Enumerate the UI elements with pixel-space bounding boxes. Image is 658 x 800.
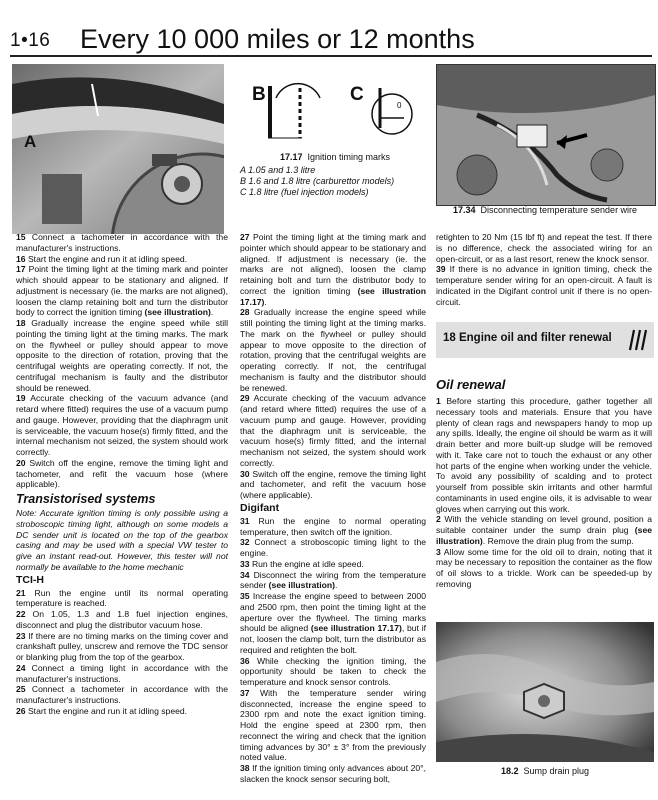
para-32: 32 Connect a stroboscopic timing light to the engine. xyxy=(240,537,426,558)
engine-flywheel-image xyxy=(12,64,224,234)
para-21: 21 Run the engine until its normal operating temperature is reached. xyxy=(16,587,228,609)
figure-17-34-caption: 17.34 Disconnecting temperature sender wire xyxy=(452,205,638,215)
para-28: 28 Gradually increase the engine speed while still pointing the timing light at the timing marks. The mark on the flywheel or pulley should appear to move opposite to the direction of rotation, proving that the centrifugal weights are operating correctly. If not, the centrifugal mechanism is faulty and the distributor should be renewed. xyxy=(240,307,426,393)
para-22: 22 On 1.05, 1.3 and 1.8 fuel injection engines, disconnect and plug the distributor vacuum hose. xyxy=(16,609,228,630)
para-27: 27 Point the timing light at the timing mark and pointer which should appear to be stationary and aligned. If adjustment is necessary (ie. the marks are not aligned), loosen the clamp retaining bolt and turn the distributor body to correct the ignition timing (see illustration 17.17). xyxy=(240,232,427,307)
para-2: 2 With the vehicle standing on level ground, position a suitable container under the sump drain plug (see illustration). Remove the drain plug from the sump. xyxy=(436,514,652,546)
para-25: 25 Connect a tachometer in accordance with the manufacturer's instructions. xyxy=(16,684,228,705)
timing-mark-photo xyxy=(12,64,224,234)
heading-oil-renewal: Oil renewal xyxy=(436,377,506,392)
sump-drain-photo xyxy=(436,622,654,762)
figure-label-a: A xyxy=(24,132,37,151)
para-36: 36 While checking the ignition timing, the opportunity should be taken to check the temperature and knock sensor controls. xyxy=(240,655,426,687)
figure-label-c-zero: 0 xyxy=(397,101,402,110)
para-30: 30 Switch off the engine, remove the timing light and tachometer, and refit the vacuum hose (where applicable). xyxy=(240,468,426,500)
para-29: 29 Accurate checking of the vacuum advance (and retard where fitted) requires the use of a vacuum pump and gauge. However, providing that the diaphragm unit is serviceable, the vacuum hose(s) firmly fitted, and the internal mechanism not seized, the system should work correctly. xyxy=(240,393,426,468)
figure-18-2-caption: 18.2 Sump drain plug xyxy=(500,766,590,776)
para-15: 15 Connect a tachometer in accordance with the manufacturer's instructions. xyxy=(16,232,228,253)
para-26: 26 Start the engine and run it at idling speed. xyxy=(16,705,188,716)
heading-digifant: Digifant xyxy=(240,501,280,514)
para-38-continued: retighten to 20 Nm (15 lbf ft) and repeat the test. If there is no difference, check the associated wiring for an open-circuit, or as a last resort, renew the knock sensor. xyxy=(436,232,652,264)
column-3-top xyxy=(436,232,652,307)
column-1 xyxy=(16,232,228,717)
difficulty-rating-icon xyxy=(626,326,650,354)
caption-item-c: C 1.8 litre (fuel injection models) xyxy=(240,187,369,197)
drain-plug-image xyxy=(436,622,654,762)
para-3: 3 Allow some time for the old oil to drain, noting that it may be necessary to reposition the container as the flow of oil slows to a trickle. Work can be speeded-up by removing xyxy=(436,546,652,589)
para-33: 33 Run the engine at idle speed. xyxy=(240,558,364,569)
heading-transistorised: Transistorised systems xyxy=(16,492,156,506)
para-34: 34 Disconnect the wiring from the temperature sender (see illustration). xyxy=(240,569,426,591)
caption-title: 17.17 Ignition timing marks xyxy=(279,152,391,162)
para-31: 31 Run the engine to normal operating temperature, then switch off the ignition. xyxy=(240,515,426,537)
timing-diagram-bc xyxy=(240,68,426,148)
caption-item-b: B 1.6 and 1.8 litre (carburettor models) xyxy=(240,176,395,186)
caption-item-a: A 1.05 and 1.3 litre xyxy=(240,165,316,175)
para-35: 35 Increase the engine speed to between 2000 and 2500 rpm, then point the timing light at the aperture over the flywheel. The timing marks should be aligned (see illustration 17.17), but if not, loosen the clamp bolt, turn the distributor as required and retighten the bolt. xyxy=(240,591,426,655)
figure-label-c: C xyxy=(350,84,364,105)
page-number: 1•16 xyxy=(10,30,51,51)
figure-17-17-caption xyxy=(240,152,430,198)
column-2 xyxy=(240,232,426,785)
para-19: 19 Accurate checking of the vacuum advance (and retard where fitted) requires the use of a vacuum pump and gauge. However, providing that the diaphragm unit is serviceable, the vacuum hose(s) firmly fitted, and the internal mechanism not seized, the system should work correctly. xyxy=(16,393,228,457)
para-18: 18 Gradually increase the engine speed while still pointing the timing light at the timing marks. The mark on the flywheel or pulley should appear to move opposite to the direction of rotation, proving that the centrifugal weights are operating correctly. If not, the centrifugal mechanism is faulty and the distributor should be renewed. xyxy=(16,318,228,393)
figure-label-b: B xyxy=(252,84,266,105)
page-title: Every 10 000 miles or 12 months xyxy=(80,24,475,54)
para-16: 16 Start the engine and run it at idling speed. xyxy=(16,253,188,264)
para-1: 1 Before starting this procedure, gather together all necessary tools and materials. Ensure that you have plenty of clean rags and newspapers handy to mop up any spills. Ideally, the engine oil should be warm as it will drain better and more built-up sludge will be removed with it. Take care not to touch the exhaust or any other hot parts of the engine when working under the vehicle. To avoid any possibility of scalding and to protect yourself from possible skin irritants and other harmful contaminants in used engine oils, it is advisable to wear gloves when carrying out this work. xyxy=(436,396,652,514)
column-3-body xyxy=(436,396,652,590)
section-header-title: 18 Engine oil and filter renewal xyxy=(443,332,612,344)
temperature-sender-photo xyxy=(436,64,656,206)
para-23: 23 If there are no timing marks on the timing cover and crankshaft pulley, unscrew and remove the TDC sensor or blanking plug from the top of the gearbox. xyxy=(16,630,228,662)
header-rule xyxy=(10,55,652,57)
para-39: 39 If there is no advance in ignition timing, check the temperature sender wiring for an open-circuit. A fault is indicated in the Digifant control unit if there is no open-circuit. xyxy=(436,264,652,307)
para-37: 37 With the temperature sender wiring disconnected, increase the engine speed to 2300 rpm and note the exact ignition timing. Hold the engine speed at 2300 rpm, then reconnect the wiring and check that the ignition timing advances by 30° ± 3° from the previously noted value. xyxy=(240,687,426,763)
para-24: 24 Connect a timing light in accordance with the manufacturer's instructions. xyxy=(16,662,228,684)
para-38: 38 If the ignition timing only advances about 20°, slacken the knock sensor securing bolt, xyxy=(240,763,426,784)
para-17: 17 Point the timing light at the timing mark and pointer which should appear to be stationary and aligned. If adjustment is necessary (ie. the marks are not aligned), loosen the clamp retaining bolt and turn the distributor body to correct the ignition timing (see illustration). xyxy=(16,264,228,318)
sender-wire-image xyxy=(437,65,655,205)
para-20: 20 Switch off the engine, remove the timing light and tachometer, and refit the vacuum hose (where applicable). xyxy=(16,457,228,490)
transistorised-note: Note: Accurate ignition timing is only possible using a stroboscopic timing light, although on some models a DC sender unit is located on the top of the gearbox casing and may be used with a special VW tester to give an instant read-out. However, this tester will not normally be available to the home mechanic xyxy=(16,508,228,572)
heading-tci-h: TCI-H xyxy=(16,573,44,586)
